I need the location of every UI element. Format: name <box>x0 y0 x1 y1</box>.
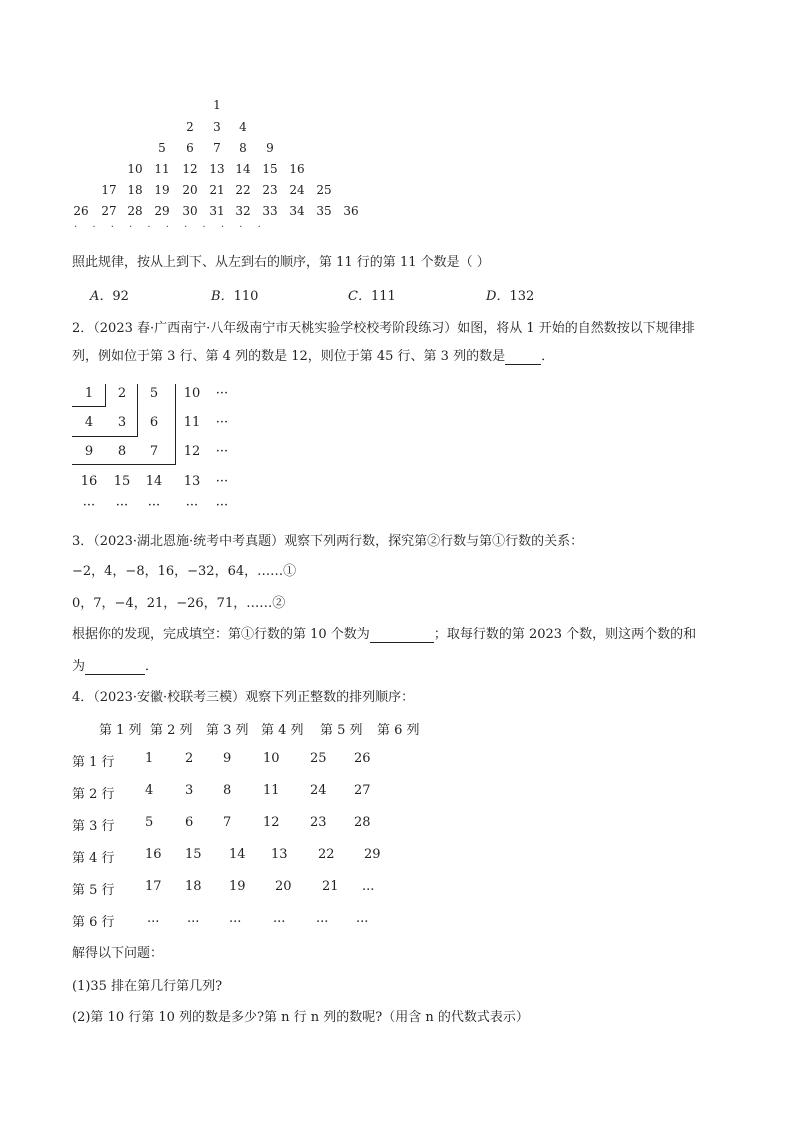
q2-line1: 2．（2023 春·广西南宁·八年级南宁市天桃实验学校校考阶段练习）如图，将从 1 开始的自然数按以下规律排 <box>72 321 695 336</box>
triangle-number: 27 <box>101 204 117 218</box>
grid-cell: ··· <box>215 444 229 459</box>
triangle-number: 31 <box>209 204 225 218</box>
table-cell: 29 <box>364 847 381 862</box>
triangle-number: 36 <box>343 204 359 218</box>
triangle-number: 20 <box>182 183 198 197</box>
q3-row1: −2，4，−8，16，−32，64，……① <box>72 564 297 579</box>
grid-cell: 13 <box>183 474 201 489</box>
triangle-number: 19 <box>154 183 170 197</box>
triangle-number: 10 <box>127 162 143 176</box>
table-cell: 4 <box>145 783 154 798</box>
triangle-number: 14 <box>235 162 251 176</box>
table-cell: 25 <box>310 751 327 766</box>
grid-cell: 8 <box>117 444 127 459</box>
triangle-number: 13 <box>209 162 225 176</box>
table-cell: 21 <box>322 879 339 894</box>
triangle-number: 21 <box>209 183 225 197</box>
option-letter: D． <box>486 289 510 304</box>
table-cell: 2 <box>185 751 194 766</box>
option-value: 111 <box>370 289 396 304</box>
table-cell: ... <box>362 879 375 894</box>
table-cell: 28 <box>354 815 371 830</box>
q2-number-grid <box>72 382 252 522</box>
q2-line2-text: 列，例如位于第 3 行、第 4 列的数是 12，则位于第 45 行、第 3 列的数是 <box>72 349 506 364</box>
triangle-number: 7 <box>213 141 221 155</box>
q3-line1: 3．（2023·湖北恩施·统考中考真题）观察下列两行数，探究第②行数与第①行数的关系： <box>72 534 584 549</box>
table-cell: 3 <box>185 783 194 798</box>
row-label: 第 2 行 <box>72 787 115 802</box>
grid-cell: 7 <box>149 444 159 459</box>
triangle-number: 30 <box>182 204 198 218</box>
triangle-number: 32 <box>235 204 251 218</box>
table-cell: 1 <box>145 751 154 766</box>
answer-blank[interactable] <box>505 349 541 365</box>
triangle-number: 17 <box>101 183 117 197</box>
triangle-number: 4 <box>239 120 247 134</box>
grid-cell: 15 <box>113 474 131 489</box>
grid-cell: ··· <box>115 498 129 513</box>
triangle-number: 25 <box>316 183 332 197</box>
grid-cell: 4 <box>84 415 94 430</box>
grid-cell: 11 <box>183 415 201 430</box>
q2-line2 <box>72 345 554 365</box>
triangle-number: 33 <box>262 204 278 218</box>
triangle-number: 23 <box>262 183 278 197</box>
grid-cell: 12 <box>183 444 201 459</box>
grid-cell: ··· <box>82 498 96 513</box>
grid-cell: 2 <box>117 386 127 401</box>
q1-option-a <box>90 285 129 304</box>
col-header: 第 6 列 <box>377 723 420 738</box>
table-cell: 23 <box>310 815 327 830</box>
table-cell: 10 <box>263 751 280 766</box>
triangle-number: 29 <box>154 204 170 218</box>
answer-blank[interactable] <box>85 659 145 675</box>
grid-cell: 6 <box>149 415 159 430</box>
q1-option-b <box>211 285 258 304</box>
grid-cell: ··· <box>215 474 229 489</box>
q3-line2 <box>72 623 696 643</box>
table-cell: 17 <box>145 879 162 894</box>
table-cell: 11 <box>263 783 280 798</box>
triangle-number: 5 <box>158 141 166 155</box>
grid-line <box>175 384 176 464</box>
q3-line3-text: 为 <box>72 659 86 674</box>
row-label: 第 5 行 <box>72 883 115 898</box>
triangle-number: 28 <box>127 204 143 218</box>
q1-text: 照此规律，按从上到下、从左到右的顺序，第 11 行的第 11 个数是（ ） <box>72 255 490 270</box>
q4-part1: (1)35 排在第几行第几列? <box>72 979 223 994</box>
triangle-number: 15 <box>262 162 278 176</box>
grid-cell: ··· <box>147 498 161 513</box>
table-cell: 15 <box>185 847 202 862</box>
table-cell: 27 <box>354 783 371 798</box>
triangle-number: 9 <box>266 141 274 155</box>
triangle-number: 2 <box>186 120 194 134</box>
grid-cell: ··· <box>215 415 229 430</box>
triangle-number: 16 <box>289 162 305 176</box>
table-cell: 5 <box>145 815 154 830</box>
option-value: 110 <box>233 289 259 304</box>
table-cell: 20 <box>275 879 292 894</box>
triangle-number: 12 <box>182 162 198 176</box>
grid-line <box>72 406 106 407</box>
triangle-number: 6 <box>186 141 194 155</box>
option-letter: A． <box>90 289 113 304</box>
table-cell: 6 <box>185 815 194 830</box>
grid-cell: 14 <box>145 474 163 489</box>
q1-option-d <box>486 285 534 304</box>
table-cell: 16 <box>145 847 162 862</box>
row-label: 第 6 行 <box>72 915 115 930</box>
q4-solve-label: 解得以下问题： <box>72 946 164 961</box>
table-cell: ... <box>147 911 160 926</box>
grid-line <box>137 384 138 436</box>
table-cell: ... <box>187 911 200 926</box>
triangle-number: 26 <box>73 204 89 218</box>
table-cell: 24 <box>310 783 327 798</box>
grid-line <box>105 384 106 406</box>
col-header: 第 1 列 <box>99 723 142 738</box>
grid-cell: 1 <box>84 386 94 401</box>
grid-cell: ··· <box>185 498 199 513</box>
table-cell: ... <box>316 911 329 926</box>
table-cell: ... <box>356 911 369 926</box>
table-cell: 14 <box>229 847 246 862</box>
q4-part2: (2)第 10 行第 10 列的数是多少?第 n 行 n 列的数呢?（用含 n 的代数式表示） <box>72 1010 529 1025</box>
table-cell: 12 <box>263 815 280 830</box>
table-cell: 19 <box>229 879 246 894</box>
row-label: 第 1 行 <box>72 755 115 770</box>
q3-row2: 0，7，−4，21，−26，71，……② <box>72 596 286 611</box>
grid-cell: 16 <box>80 474 98 489</box>
triangle-number: 8 <box>239 141 247 155</box>
col-header: 第 2 列 <box>150 723 193 738</box>
triangle-number: 35 <box>316 204 332 218</box>
col-header: 第 5 列 <box>320 723 363 738</box>
option-value: 132 <box>509 289 535 304</box>
q1-option-c <box>348 285 396 304</box>
grid-cell: 10 <box>183 386 201 401</box>
triangle-number: 3 <box>213 120 221 134</box>
row-label: 第 3 行 <box>72 819 115 834</box>
triangle-number: 18 <box>127 183 143 197</box>
table-cell: 7 <box>223 815 232 830</box>
q3-line3 <box>72 655 158 675</box>
triangle-number: 22 <box>235 183 251 197</box>
grid-cell: ··· <box>215 386 229 401</box>
option-letter: B． <box>211 289 234 304</box>
table-cell: ... <box>229 911 242 926</box>
triangle-number: 34 <box>289 204 305 218</box>
table-cell: 26 <box>354 751 371 766</box>
table-cell: 8 <box>223 783 232 798</box>
grid-cell: ··· <box>215 498 229 513</box>
grid-cell: 9 <box>84 444 94 459</box>
grid-line <box>72 436 138 437</box>
grid-cell: 5 <box>149 386 159 401</box>
col-header: 第 3 列 <box>206 723 249 738</box>
triangle-ellipsis: · · · · · · · · · · · <box>74 222 267 233</box>
triangle-number: 11 <box>154 162 170 176</box>
triangle-number: 1 <box>213 98 221 112</box>
table-cell: 22 <box>318 847 335 862</box>
table-cell: 18 <box>185 879 202 894</box>
table-cell: ... <box>273 911 286 926</box>
triangle-number: 24 <box>289 183 305 197</box>
col-header: 第 4 列 <box>261 723 304 738</box>
table-cell: 13 <box>271 847 288 862</box>
q3-line3-end: ． <box>145 659 159 674</box>
option-letter: C． <box>348 289 371 304</box>
table-cell: 9 <box>223 751 232 766</box>
q3-line2-text: 根据你的发现，完成填空：第①行数的第 10 个数为 <box>72 627 370 642</box>
grid-cell: 3 <box>117 415 127 430</box>
row-label: 第 4 行 <box>72 851 115 866</box>
grid-line <box>72 464 176 465</box>
option-value: 92 <box>112 289 129 304</box>
q2-line2-end: ． <box>541 349 555 364</box>
answer-blank[interactable] <box>370 627 434 643</box>
q3-line2-end: ；取每行数的第 2023 个数，则这两个数的和 <box>433 627 697 642</box>
q4-line1: 4．（2023·安徽·校联考三模）观察下列正整数的排列顺序： <box>72 690 415 705</box>
